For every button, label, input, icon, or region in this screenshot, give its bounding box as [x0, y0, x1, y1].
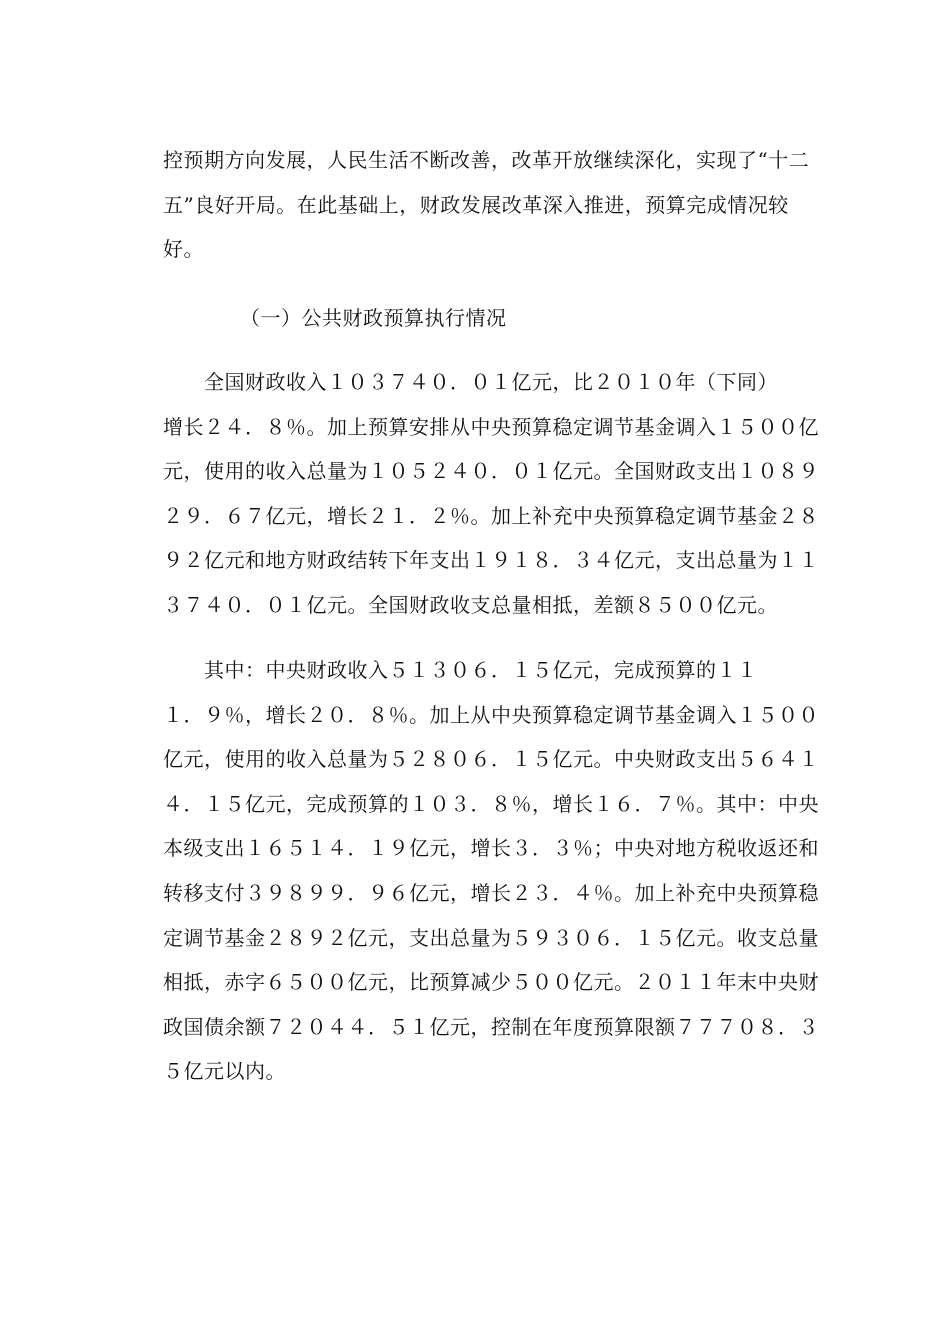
paragraph-line: 政国债余额７２０４４．５１亿元，控制在年度预算限额７７７０８．３	[163, 1014, 819, 1039]
paragraph-line: 控预期方向发展，人民生活不断改善，改革开放继续深化，实现了“十二	[163, 148, 810, 172]
paragraph-line: 定调节基金２８９２亿元，支出总量为５９３０６．１５亿元。收支总量	[163, 925, 819, 950]
paragraph-line: 相抵，赤字６５００亿元，比预算减少５００亿元。２０１１年末中央财	[163, 970, 819, 995]
central-budget-paragraph	[163, 648, 819, 1094]
paragraph-line: 亿元，使用的收入总量为５２８０６．１５亿元。中央财政支出５６４１	[163, 747, 819, 772]
national-budget-paragraph	[163, 360, 819, 628]
paragraph-line: 五”良好开局。在此基础上，财政发展改革深入推进，预算完成情况较	[163, 192, 789, 217]
paragraph-line: ５亿元以内。	[163, 1059, 286, 1084]
intro-paragraph	[163, 138, 809, 272]
paragraph-line: ４．１５亿元，完成预算的１０３．８％，增长１６．７％。其中：中央	[163, 791, 819, 816]
section-heading: （一）公共财政预算执行情况	[240, 306, 507, 330]
paragraph-line: 增长２４．８％。加上预算安排从中央预算稳定调节基金调入１５００亿	[163, 414, 819, 439]
paragraph-line: 本级支出１６５１４．１９亿元，增长３．３％；中央对地方税收返还和	[163, 836, 819, 861]
paragraph-line: 好。	[163, 237, 204, 262]
paragraph-line: 转移支付３９８９９．９６亿元，增长２３．４％。加上补充中央预算稳	[163, 880, 819, 905]
paragraph-line: 元，使用的收入总量为１０５２４０．０１亿元。全国财政支出１０８９	[163, 459, 819, 484]
paragraph-line: ２９．６７亿元，增长２１．２％。加上补充中央预算稳定调节基金２８	[163, 503, 819, 528]
paragraph-line: 全国财政收入１０３７４０．０１亿元，比２０１０年（下同）	[163, 370, 778, 394]
paragraph-line: 其中：中央财政收入５１３０６．１５亿元，完成预算的１１	[163, 658, 758, 682]
paragraph-line: ３７４０．０１亿元。全国财政收支总量相抵，差额８５００亿元。	[163, 592, 778, 617]
paragraph-line: １．９％，增长２０．８％。加上从中央预算稳定调节基金调入１５００	[163, 702, 819, 727]
paragraph-line: ９２亿元和地方财政结转下年支出１９１８．３４亿元，支出总量为１１	[163, 548, 819, 573]
